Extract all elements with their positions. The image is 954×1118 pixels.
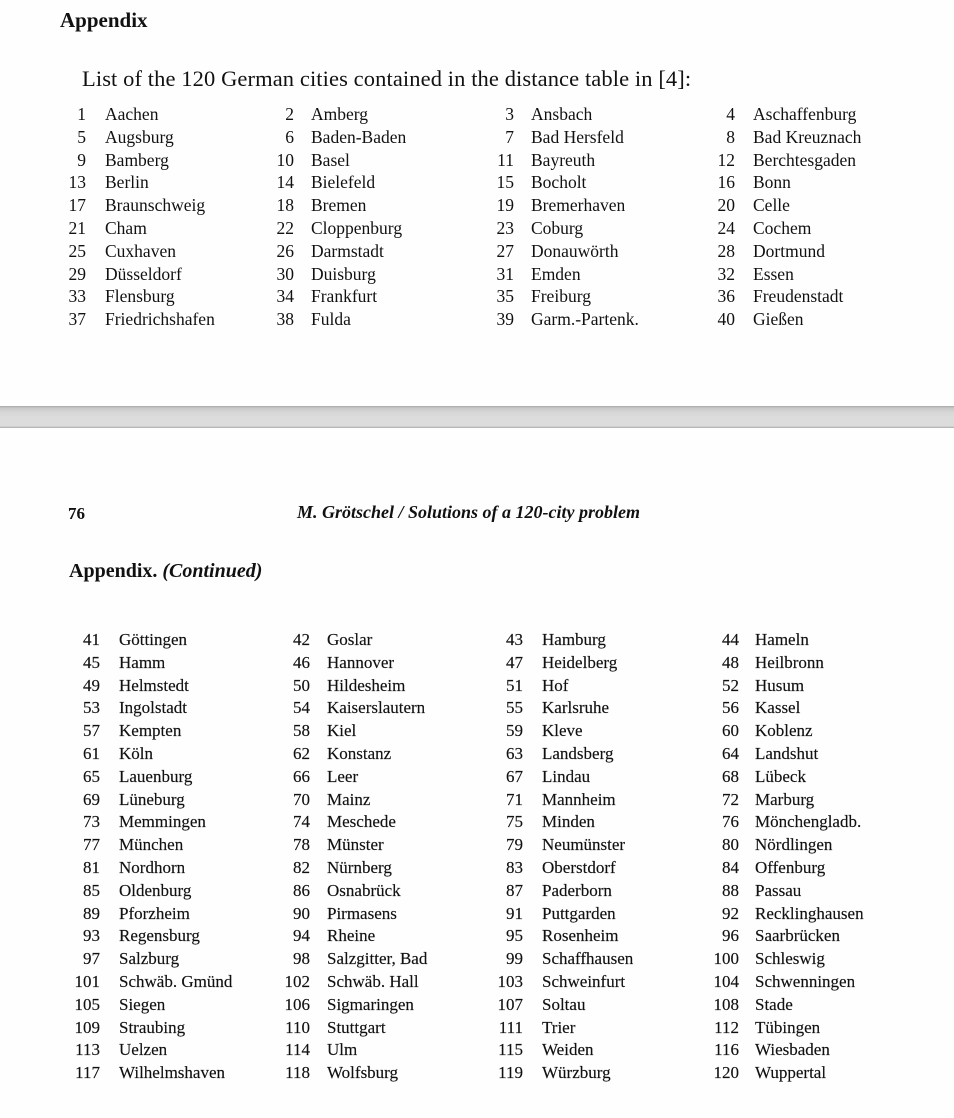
city-name: Bonn xyxy=(753,172,791,193)
city-number: 110 xyxy=(285,1017,310,1037)
city-number: 104 xyxy=(713,972,739,991)
city-name: Soltau xyxy=(542,994,586,1014)
city-number: 31 xyxy=(496,263,514,284)
city-number: 88 xyxy=(722,880,739,900)
city-name: Dortmund xyxy=(753,240,825,261)
city-name: Bocholt xyxy=(531,172,587,193)
city-name: Schaffhausen xyxy=(542,949,634,969)
city-name: Aachen xyxy=(105,104,159,124)
city-number: 117 xyxy=(75,1063,100,1083)
city-name: Donauwörth xyxy=(531,240,619,261)
city-name: Pirmasens xyxy=(327,903,397,923)
city-name: Rheine xyxy=(327,926,376,946)
city-number: 71 xyxy=(506,789,523,809)
city-name: Cuxhaven xyxy=(105,240,176,261)
city-name: Münster xyxy=(327,835,384,855)
city-name: Schweinfurt xyxy=(542,972,626,991)
city-number: 76 xyxy=(722,812,739,832)
city-name: Cochem xyxy=(753,218,812,238)
city-number: 119 xyxy=(498,1063,523,1083)
city-name: Neumünster xyxy=(542,835,626,855)
city-number: 98 xyxy=(293,949,310,969)
city-name: Karlsruhe xyxy=(542,698,610,718)
city-number: 25 xyxy=(68,240,86,261)
city-name: Heilbronn xyxy=(755,652,824,672)
city-name: München xyxy=(119,835,184,855)
city-number: 94 xyxy=(293,926,310,946)
city-number: 13 xyxy=(68,172,86,193)
running-head: M. Grötschel / Solutions of a 120-city problem xyxy=(297,502,641,522)
city-number: 51 xyxy=(506,675,523,695)
city-number: 18 xyxy=(276,195,294,216)
city-name: Passau xyxy=(755,880,802,900)
city-number: 49 xyxy=(83,675,100,695)
city-number: 22 xyxy=(276,218,294,238)
city-number: 115 xyxy=(498,1040,523,1060)
city-number: 114 xyxy=(285,1040,310,1060)
city-number: 26 xyxy=(276,240,294,261)
city-number: 103 xyxy=(497,972,523,991)
city-name: Meschede xyxy=(327,812,396,832)
city-number: 91 xyxy=(506,903,523,923)
city-name: Marburg xyxy=(755,789,815,809)
city-name: Pforzheim xyxy=(119,903,190,923)
city-name: Offenburg xyxy=(755,858,826,877)
city-name: Koblenz xyxy=(755,721,813,741)
city-number: 62 xyxy=(293,744,310,763)
city-number: 55 xyxy=(506,698,523,718)
city-name: Emden xyxy=(531,263,581,284)
city-number: 57 xyxy=(83,721,100,741)
city-name: Duisburg xyxy=(311,263,376,284)
city-name: Basel xyxy=(311,149,350,170)
city-number: 82 xyxy=(293,858,310,877)
city-number: 10 xyxy=(276,149,294,170)
city-name: Friedrichshafen xyxy=(105,309,215,330)
city-name: Hof xyxy=(542,675,569,695)
city-name: Mainz xyxy=(327,789,371,809)
city-number: 34 xyxy=(276,286,294,307)
city-number: 79 xyxy=(506,835,523,855)
appendix-continued-heading xyxy=(69,560,262,583)
city-name: Saarbrücken xyxy=(755,926,840,946)
city-number: 111 xyxy=(498,1017,523,1037)
city-name: Minden xyxy=(542,812,595,832)
city-name: Berchtesgaden xyxy=(753,149,857,170)
city-name: Rosenheim xyxy=(542,926,619,946)
city-name: Stuttgart xyxy=(327,1017,386,1037)
city-number: 30 xyxy=(276,263,294,284)
city-name: Nürnberg xyxy=(327,858,392,877)
city-name: Straubing xyxy=(119,1017,186,1037)
city-number: 54 xyxy=(293,698,310,718)
city-number: 97 xyxy=(83,949,100,969)
city-number: 113 xyxy=(75,1040,100,1060)
city-number: 40 xyxy=(717,309,735,330)
city-name: Nordhorn xyxy=(119,858,186,877)
city-number: 7 xyxy=(505,126,514,147)
city-name: Schwäb. Gmünd xyxy=(119,972,233,991)
city-name: Helmstedt xyxy=(119,675,189,695)
city-name: Kaiserslautern xyxy=(327,698,426,718)
city-name: Heidelberg xyxy=(542,652,618,672)
city-number: 77 xyxy=(83,835,100,855)
city-name: Husum xyxy=(755,675,805,695)
city-name: Würzburg xyxy=(542,1063,611,1083)
city-number: 112 xyxy=(714,1017,739,1037)
city-number: 3 xyxy=(505,104,514,124)
city-number: 37 xyxy=(68,309,86,330)
city-number: 81 xyxy=(83,858,100,877)
city-number: 89 xyxy=(83,903,100,923)
city-number: 8 xyxy=(726,126,735,147)
city-number: 69 xyxy=(83,789,100,809)
city-number: 68 xyxy=(722,766,739,786)
city-number: 16 xyxy=(717,172,735,193)
city-name: Fulda xyxy=(311,309,351,330)
city-name: Bielefeld xyxy=(311,172,376,193)
city-name: Siegen xyxy=(119,994,166,1014)
city-name: Amberg xyxy=(311,104,369,124)
city-name: Landsberg xyxy=(542,744,614,763)
city-name: Hannover xyxy=(327,652,395,672)
city-number: 11 xyxy=(497,149,514,170)
city-name: Göttingen xyxy=(119,630,187,649)
city-name: Regensburg xyxy=(119,926,200,946)
city-name: Freiburg xyxy=(531,286,591,307)
city-number: 96 xyxy=(722,926,739,946)
city-name: Oldenburg xyxy=(119,880,192,900)
city-name: Kassel xyxy=(755,698,801,718)
city-number: 60 xyxy=(722,721,739,741)
city-number: 20 xyxy=(717,195,735,216)
city-name: Celle xyxy=(753,195,790,216)
city-number: 78 xyxy=(293,835,310,855)
city-name: Düsseldorf xyxy=(105,263,182,284)
city-number: 86 xyxy=(293,880,310,900)
city-number: 75 xyxy=(506,812,523,832)
city-name: Salzgitter, Bad xyxy=(327,949,428,969)
city-number: 14 xyxy=(276,172,294,193)
city-number: 65 xyxy=(83,766,100,786)
city-number: 118 xyxy=(285,1063,310,1083)
city-name: Bremen xyxy=(311,195,367,216)
city-name: Mönchengladb. xyxy=(755,812,862,832)
city-name: Uelzen xyxy=(119,1040,168,1060)
city-name: Wolfsburg xyxy=(327,1063,399,1083)
city-name: Bad Kreuznach xyxy=(753,126,862,147)
city-number: 45 xyxy=(83,652,100,672)
city-number: 61 xyxy=(83,744,100,763)
city-number: 120 xyxy=(713,1063,739,1083)
city-number: 17 xyxy=(68,195,86,216)
city-number: 64 xyxy=(722,744,739,763)
city-name: Augsburg xyxy=(105,126,174,147)
city-name: Ingolstadt xyxy=(119,698,187,718)
continued-label: (Continued) xyxy=(162,560,263,582)
city-name: Cham xyxy=(105,218,147,238)
city-name: Berlin xyxy=(105,172,149,193)
city-number: 46 xyxy=(293,652,310,672)
city-name: Landshut xyxy=(755,744,819,763)
city-number: 28 xyxy=(717,240,735,261)
city-number: 105 xyxy=(74,994,100,1014)
city-name: Puttgarden xyxy=(542,903,616,923)
city-number: 66 xyxy=(293,766,310,786)
city-number: 15 xyxy=(496,172,514,193)
document-page-top xyxy=(0,0,954,406)
city-name: Cloppenburg xyxy=(311,218,403,238)
city-name: Baden-Baden xyxy=(311,126,407,147)
city-name: Hamburg xyxy=(542,630,606,649)
city-number: 1 xyxy=(77,104,86,124)
city-number: 50 xyxy=(293,675,310,695)
city-name: Darmstadt xyxy=(311,240,384,261)
city-number: 92 xyxy=(722,903,739,923)
city-number: 6 xyxy=(285,126,294,147)
city-number: 80 xyxy=(722,835,739,855)
city-name: Hamm xyxy=(119,652,166,672)
city-name: Wiesbaden xyxy=(755,1040,830,1060)
city-name: Mannheim xyxy=(542,789,616,809)
city-number: 2 xyxy=(285,104,294,124)
city-name: Essen xyxy=(753,263,794,284)
city-name: Tübingen xyxy=(755,1017,821,1037)
city-number: 107 xyxy=(497,994,523,1014)
city-number: 52 xyxy=(722,675,739,695)
city-number: 9 xyxy=(77,149,86,170)
city-name: Schwäb. Hall xyxy=(327,972,419,991)
city-number: 72 xyxy=(722,789,739,809)
document-page-bottom xyxy=(0,428,954,1118)
city-name: Goslar xyxy=(327,630,373,649)
city-number: 90 xyxy=(293,903,310,923)
city-name: Schwenningen xyxy=(755,972,856,991)
city-name: Schleswig xyxy=(755,949,825,969)
city-number: 116 xyxy=(714,1040,739,1060)
city-name: Sigmaringen xyxy=(327,994,414,1014)
city-number: 48 xyxy=(722,652,739,672)
city-name: Paderborn xyxy=(542,880,612,900)
city-name: Konstanz xyxy=(327,744,392,763)
city-number: 32 xyxy=(717,263,735,284)
appendix-heading: Appendix xyxy=(60,8,148,32)
city-number: 19 xyxy=(496,195,514,216)
city-name: Bayreuth xyxy=(531,149,596,170)
city-name: Lüneburg xyxy=(119,789,185,809)
city-number: 101 xyxy=(74,972,100,991)
city-number: 4 xyxy=(726,104,735,124)
city-name: Lindau xyxy=(542,766,591,786)
city-number: 59 xyxy=(506,721,523,741)
city-number: 95 xyxy=(506,926,523,946)
city-name: Bad Hersfeld xyxy=(531,126,624,147)
city-name: Wuppertal xyxy=(755,1063,827,1083)
appendix-continued-label: Appendix. xyxy=(69,560,158,582)
city-name: Frankfurt xyxy=(311,286,378,307)
city-number: 63 xyxy=(506,744,523,763)
city-number: 83 xyxy=(506,858,523,877)
city-name: Wilhelmshaven xyxy=(119,1063,226,1083)
city-name: Bremerhaven xyxy=(531,195,626,216)
city-number: 87 xyxy=(506,880,523,900)
city-number: 35 xyxy=(496,286,514,307)
city-number: 84 xyxy=(722,858,739,877)
city-name: Osnabrück xyxy=(327,880,401,900)
page-separator xyxy=(0,406,954,428)
city-name: Kiel xyxy=(327,721,357,741)
city-name: Nördlingen xyxy=(755,835,833,855)
city-list-title: List of the 120 German cities contained in the distance table in [4]: xyxy=(82,66,692,91)
city-name: Kempten xyxy=(119,721,182,741)
city-name: Braunschweig xyxy=(105,195,206,216)
city-number: 102 xyxy=(284,972,310,991)
city-number: 67 xyxy=(506,766,523,786)
city-number: 43 xyxy=(506,630,523,649)
city-name: Coburg xyxy=(531,218,584,238)
city-number: 36 xyxy=(717,286,735,307)
city-number: 5 xyxy=(77,126,86,147)
city-number: 44 xyxy=(722,630,739,649)
city-name: Gießen xyxy=(753,309,804,330)
city-name: Lübeck xyxy=(755,766,806,786)
city-name: Bamberg xyxy=(105,149,169,170)
city-name: Kleve xyxy=(542,721,583,741)
city-number: 70 xyxy=(293,789,310,809)
city-number: 41 xyxy=(83,630,100,649)
city-name: Hildesheim xyxy=(327,675,406,695)
city-number: 24 xyxy=(717,218,735,238)
city-number: 99 xyxy=(506,949,523,969)
city-name: Trier xyxy=(542,1017,576,1037)
city-name: Stade xyxy=(755,994,793,1014)
city-number: 85 xyxy=(83,880,100,900)
city-number: 73 xyxy=(83,812,100,832)
city-number: 58 xyxy=(293,721,310,741)
city-number: 74 xyxy=(293,812,310,832)
city-name: Lauenburg xyxy=(119,766,193,786)
city-name: Ansbach xyxy=(531,104,593,124)
city-name: Salzburg xyxy=(119,949,180,969)
city-number: 33 xyxy=(68,286,86,307)
city-name: Flensburg xyxy=(105,286,175,307)
city-number: 100 xyxy=(713,949,739,969)
city-name: Memmingen xyxy=(119,812,206,832)
city-number: 27 xyxy=(496,240,514,261)
city-number: 29 xyxy=(68,263,86,284)
city-name: Köln xyxy=(119,744,153,763)
city-name: Aschaffenburg xyxy=(753,104,857,124)
city-number: 93 xyxy=(83,926,100,946)
city-number: 42 xyxy=(293,630,310,649)
city-name: Freudenstadt xyxy=(753,286,844,307)
city-number: 21 xyxy=(68,218,86,238)
city-name: Weiden xyxy=(542,1040,594,1060)
city-name: Hameln xyxy=(755,630,809,649)
page-number: 76 xyxy=(68,504,85,523)
city-number: 23 xyxy=(496,218,514,238)
city-name: Leer xyxy=(327,766,359,786)
city-number: 12 xyxy=(717,149,735,170)
city-name: Ulm xyxy=(327,1040,358,1060)
city-number: 53 xyxy=(83,698,100,718)
city-number: 108 xyxy=(713,994,739,1014)
city-number: 56 xyxy=(722,698,739,718)
city-number: 39 xyxy=(496,309,514,330)
city-number: 109 xyxy=(74,1017,100,1037)
city-name: Recklinghausen xyxy=(755,903,864,923)
city-number: 47 xyxy=(506,652,523,672)
city-number: 106 xyxy=(284,994,310,1014)
city-number: 38 xyxy=(276,309,294,330)
city-name: Oberstdorf xyxy=(542,858,616,877)
city-name: Garm.-Partenk. xyxy=(531,309,639,330)
